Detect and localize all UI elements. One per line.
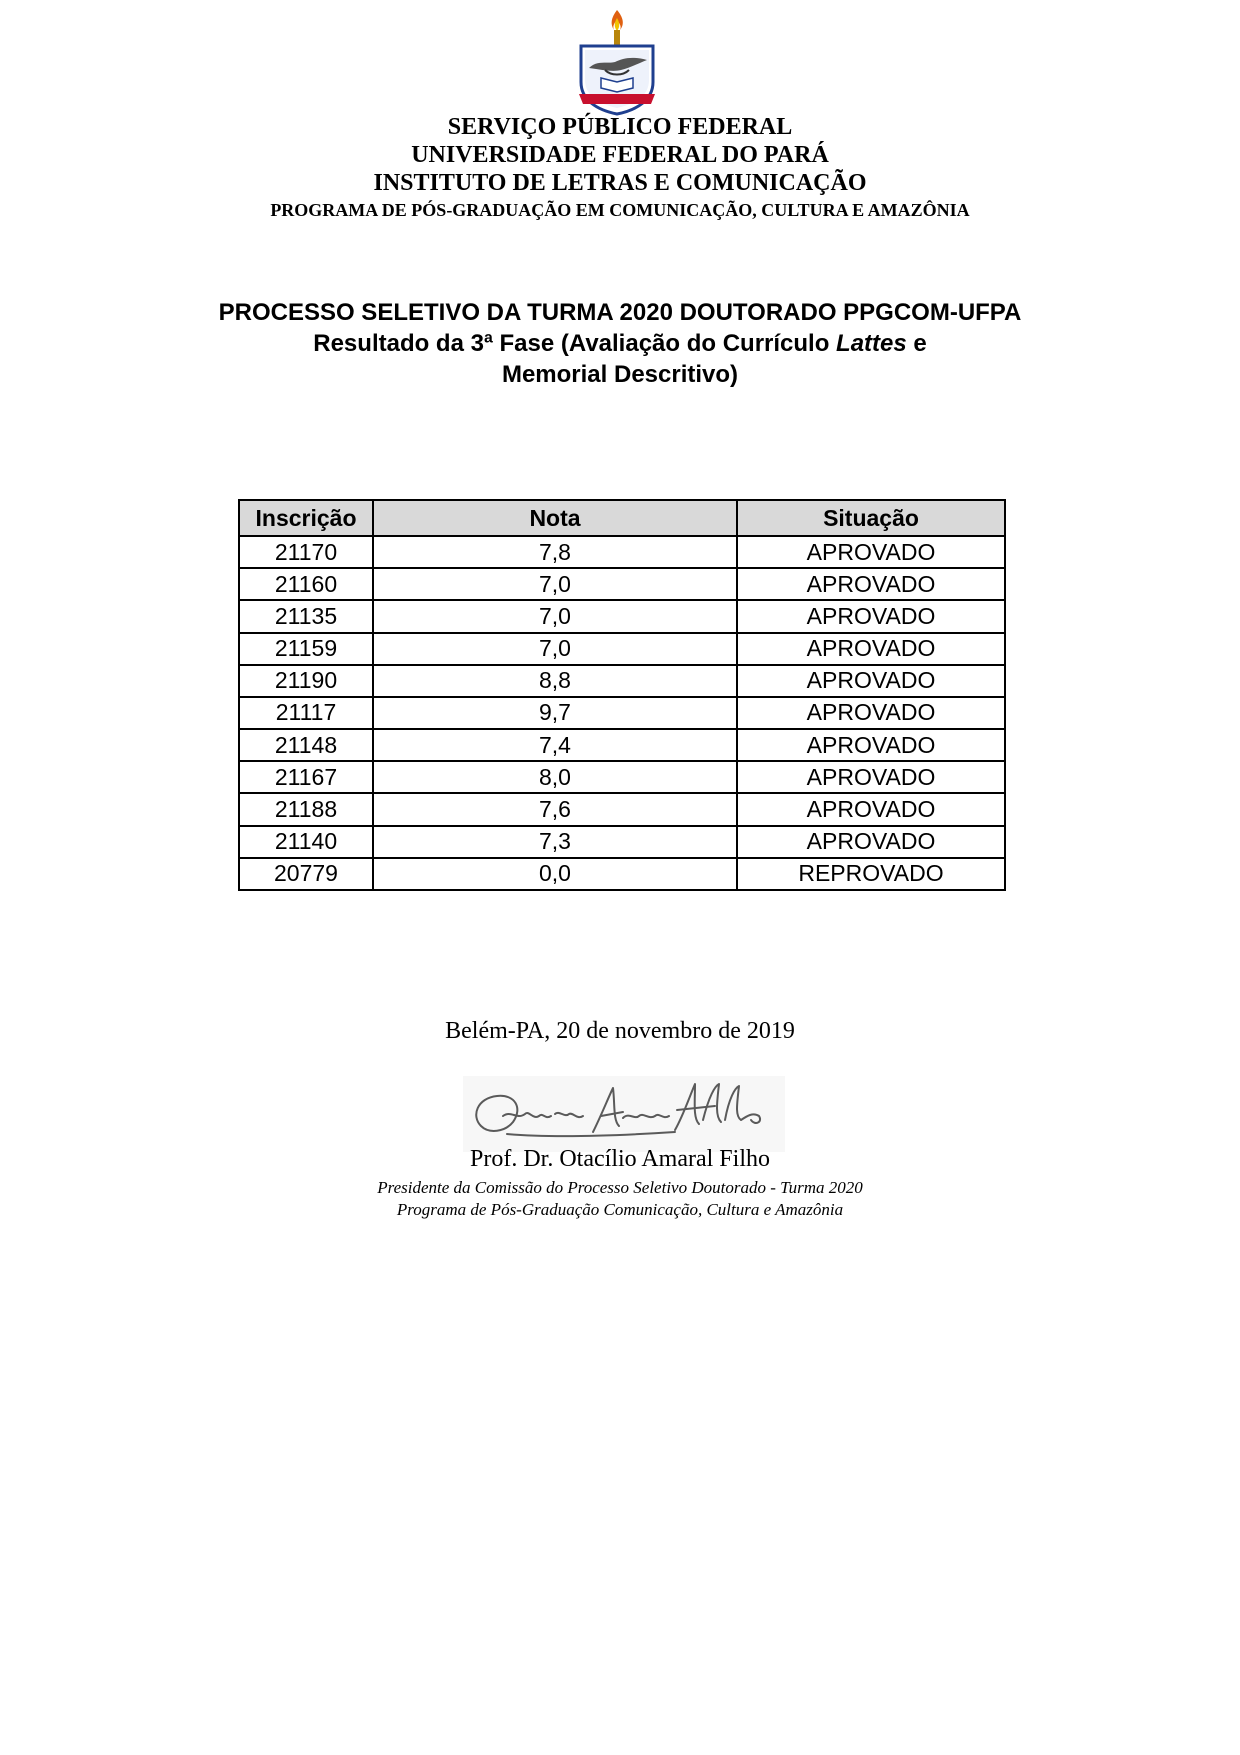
cell-inscricao: 21190	[239, 665, 373, 697]
table-row	[239, 536, 1005, 568]
cell-situacao: APROVADO	[737, 729, 1005, 761]
table-header-row	[239, 500, 1005, 536]
cell-nota: 8,8	[373, 665, 737, 697]
subtitle-part-2: e	[906, 330, 927, 357]
table-row	[239, 665, 1005, 697]
cell-situacao: REPROVADO	[737, 858, 1005, 890]
subtitle-part-1: Resultado da 3ª Fase (Avaliação do Currículo	[313, 330, 837, 357]
table-row	[239, 729, 1005, 761]
cell-situacao: APROVADO	[737, 761, 1005, 793]
column-header-inscricao: Inscrição	[239, 500, 373, 536]
cell-situacao: APROVADO	[737, 633, 1005, 665]
cell-inscricao: 21159	[239, 633, 373, 665]
document-title: PROCESSO SELETIVO DA TURMA 2020 DOUTORADO PPGCOM-UFPA	[218, 299, 1022, 326]
cell-nota: 7,0	[373, 633, 737, 665]
subtitle-italic-word: Lattes	[836, 330, 907, 357]
header-line-institute: INSTITUTO DE LETRAS E COMUNICAÇÃO	[373, 170, 867, 196]
cell-situacao: APROVADO	[737, 600, 1005, 632]
document-subtitle	[0, 330, 1240, 358]
cell-inscricao: 21160	[239, 568, 373, 600]
cell-inscricao: 21188	[239, 793, 373, 825]
cell-situacao: APROVADO	[737, 697, 1005, 729]
cell-nota: 7,6	[373, 793, 737, 825]
table-row	[239, 568, 1005, 600]
cell-inscricao: 21117	[239, 697, 373, 729]
table-row	[239, 697, 1005, 729]
column-header-nota: Nota	[373, 500, 737, 536]
cell-situacao: APROVADO	[737, 826, 1005, 858]
table-row	[239, 600, 1005, 632]
ufpa-crest-logo	[575, 8, 659, 116]
cell-nota: 7,8	[373, 536, 737, 568]
cell-situacao: APROVADO	[737, 793, 1005, 825]
header-line-program: PROGRAMA DE PÓS-GRADUAÇÃO EM COMUNICAÇÃO, CULTURA E AMAZÔNIA	[270, 200, 970, 220]
table-row	[239, 761, 1005, 793]
signatory-program: Programa de Pós-Graduação Comunicação, Cultura e Amazônia	[396, 1200, 844, 1219]
cell-inscricao: 21148	[239, 729, 373, 761]
cell-nota: 7,0	[373, 568, 737, 600]
table-row	[239, 793, 1005, 825]
cell-situacao: APROVADO	[737, 568, 1005, 600]
table-row	[239, 633, 1005, 665]
results-table	[238, 499, 1006, 891]
cell-situacao: APROVADO	[737, 536, 1005, 568]
cell-inscricao: 21170	[239, 536, 373, 568]
header-line-service: SERVIÇO PÚBLICO FEDERAL	[447, 114, 793, 140]
handwritten-signature	[463, 1076, 785, 1152]
column-header-situacao: Situação	[737, 500, 1005, 536]
signatory-role: Presidente da Comissão do Processo Seletivo Doutorado - Turma 2020	[377, 1178, 863, 1197]
cell-nota: 7,0	[373, 600, 737, 632]
cell-inscricao: 21167	[239, 761, 373, 793]
cell-nota: 9,7	[373, 697, 737, 729]
header-line-university: UNIVERSIDADE FEDERAL DO PARÁ	[411, 142, 829, 168]
cell-inscricao: 21135	[239, 600, 373, 632]
table-row	[239, 858, 1005, 890]
cell-nota: 0,0	[373, 858, 737, 890]
signatory-name: Prof. Dr. Otacílio Amaral Filho	[470, 1146, 770, 1172]
cell-inscricao: 21140	[239, 826, 373, 858]
cell-nota: 7,3	[373, 826, 737, 858]
document-subtitle-line2: Memorial Descritivo)	[501, 361, 739, 388]
table-row	[239, 826, 1005, 858]
cell-nota: 7,4	[373, 729, 737, 761]
cell-inscricao: 20779	[239, 858, 373, 890]
cell-nota: 8,0	[373, 761, 737, 793]
cell-situacao: APROVADO	[737, 665, 1005, 697]
document-date: Belém-PA, 20 de novembro de 2019	[445, 1018, 795, 1044]
